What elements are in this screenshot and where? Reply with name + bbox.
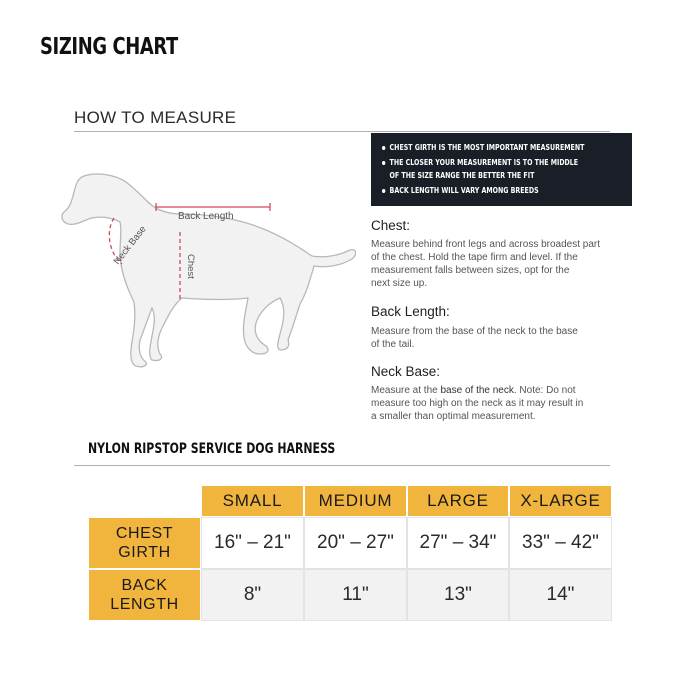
chest-label: Chest <box>185 254 196 279</box>
product-title: NYLON RIPSTOP SERVICE DOG HARNESS <box>88 441 336 457</box>
size-header-x-large: X-LARGE <box>509 485 612 517</box>
definition-line: measurement falls between sizes, opt for the <box>371 265 570 276</box>
page-title: SIZING CHART <box>40 34 178 60</box>
row-header-line: CHEST <box>115 525 174 542</box>
tips-box <box>371 133 632 206</box>
table-cell: 13" <box>407 569 509 621</box>
tip-text: BACK LENGTH WILL VARY AMONG BREEDS <box>389 186 539 195</box>
table-cell: 14" <box>509 569 612 621</box>
bullet-dot-icon <box>382 189 385 193</box>
neck-base-definition-text <box>371 384 611 423</box>
section-divider <box>74 131 610 132</box>
definition-text-part: Measure at the <box>371 385 441 396</box>
back-length-definition-title: Back Length: <box>371 304 450 319</box>
row-header-line: LENGTH <box>110 596 179 613</box>
table-cell: 11" <box>304 569 407 621</box>
bullet-dot-icon <box>382 161 385 165</box>
dog-silhouette-icon <box>56 170 356 375</box>
definition-text-part: . Note: Do not <box>513 385 576 396</box>
row-header-line: BACK <box>121 577 168 594</box>
tip-item <box>382 186 539 195</box>
row-header-back-length <box>88 569 201 621</box>
definition-line: next size up. <box>371 278 428 289</box>
definition-line: of the chest. Hold the tape firm and level. If the <box>371 252 578 263</box>
definition-line: of the tail. <box>371 339 415 350</box>
table-cell: 27" – 34" <box>407 517 509 569</box>
size-header-small: SMALL <box>201 485 304 517</box>
section-title-how-to-measure: HOW TO MEASURE <box>74 108 237 127</box>
tip-item <box>382 143 584 152</box>
definition-emphasis: base of the neck <box>440 385 514 396</box>
definition-line <box>371 384 611 397</box>
tip-text: CHEST GIRTH IS THE MOST IMPORTANT MEASUREMENT <box>389 143 585 152</box>
tip-item <box>382 158 578 167</box>
section-divider <box>74 465 610 466</box>
definition-line: measure too high on the neck as it may result in <box>371 398 584 409</box>
definition-line: Measure from the base of the neck to the base <box>371 326 578 337</box>
table-cell: 20" – 27" <box>304 517 407 569</box>
chest-definition-text <box>371 238 611 290</box>
neck-base-definition-title: Neck Base: <box>371 364 441 379</box>
bullet-dot-icon <box>382 146 385 150</box>
table-cell: 16" – 21" <box>201 517 304 569</box>
tip-item-continued <box>382 171 534 180</box>
size-table <box>88 485 612 621</box>
definition-line: a smaller than optimal measurement. <box>371 411 536 422</box>
chest-definition-title: Chest: <box>371 218 411 233</box>
tip-text: THE CLOSER YOUR MEASUREMENT IS TO THE MIDDLE <box>389 158 579 167</box>
size-header-large: LARGE <box>407 485 509 517</box>
tip-text: OF THE SIZE RANGE THE BETTER THE FIT <box>389 171 535 180</box>
table-cell: 8" <box>201 569 304 621</box>
table-cell: 33" – 42" <box>509 517 612 569</box>
dog-body-shape <box>62 174 356 367</box>
size-header-medium: MEDIUM <box>304 485 407 517</box>
neck-base-label: Neck Base <box>111 223 149 267</box>
row-header-chest-girth <box>88 517 201 569</box>
back-length-label: Back Length <box>178 211 234 222</box>
definition-line: Measure behind front legs and across broadest part <box>371 239 601 250</box>
back-length-definition-text <box>371 325 611 351</box>
row-header-line: GIRTH <box>118 544 171 561</box>
